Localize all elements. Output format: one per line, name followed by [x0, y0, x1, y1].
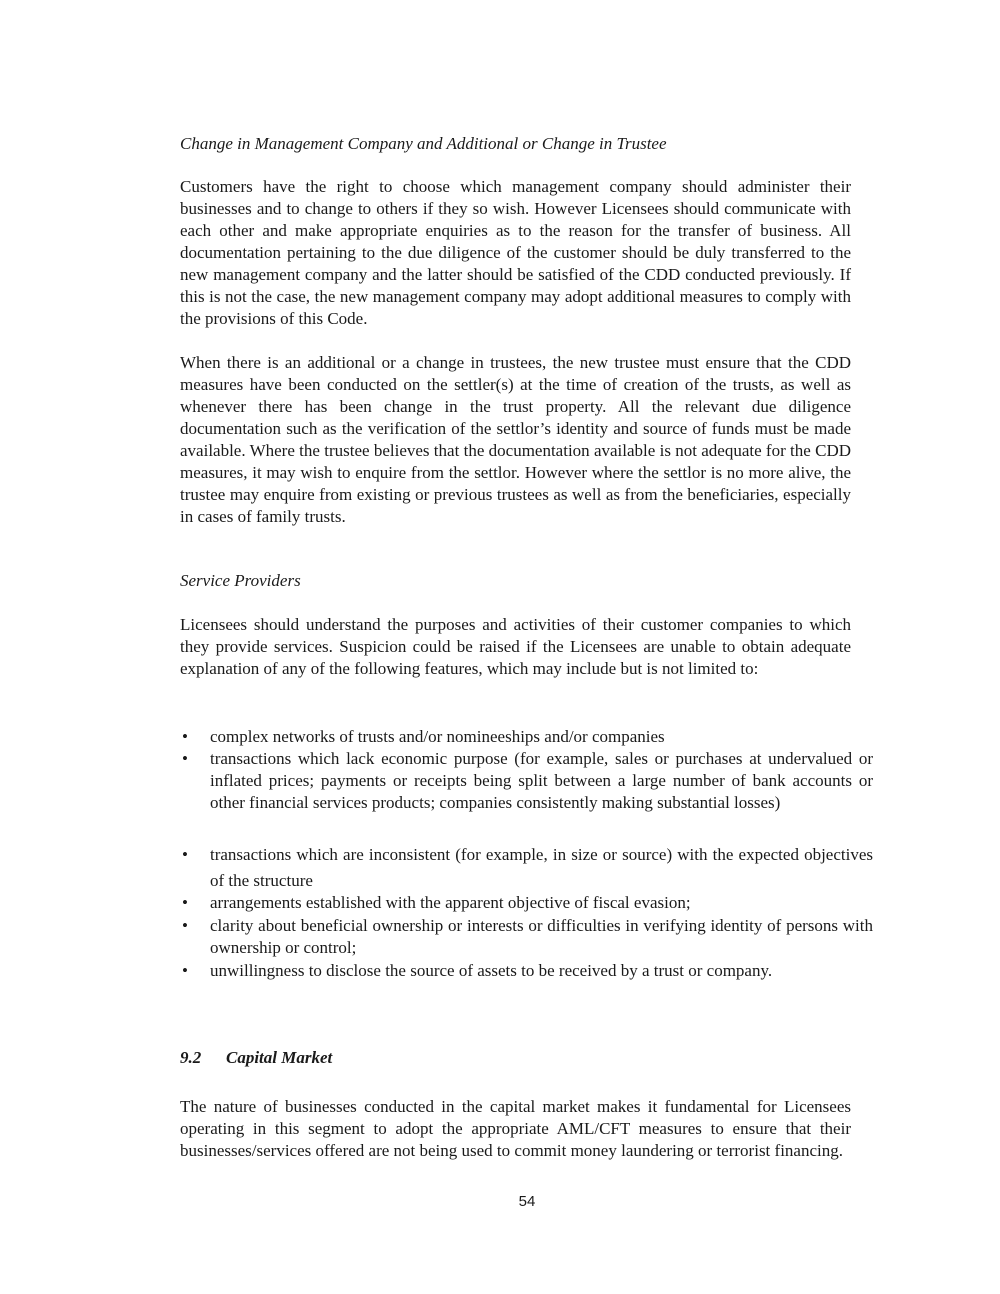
- list-item-text: complex networks of trusts and/or nomineeships and/or companies: [210, 727, 665, 746]
- service-paragraph: [180, 614, 851, 680]
- bullet-icon: •: [182, 749, 188, 768]
- list-item: [180, 748, 873, 814]
- capital-paragraph: [180, 1096, 851, 1162]
- list-item: [180, 915, 873, 959]
- service-paragraph-text: Licensees should understand the purposes and activities of their customer companies to which they provide services. Suspicion could be raised if the Licensees are unable to obtain adequate explanation of any of the following features, which may include but is not limited to:: [180, 615, 851, 678]
- list-item-text: arrangements established with the apparent objective of fiscal evasion;: [210, 893, 691, 912]
- list-item-text: transactions which lack economic purpose (for example, sales or purchases at undervalued or inflated prices; payments or receipts being split between a large number of bank accounts or other financial services products; companies consistently making substantial losses): [210, 749, 873, 812]
- list-item: [180, 842, 873, 894]
- change-paragraph-2-text: When there is an additional or a change in trustees, the new trustee must ensure that the CDD measures have been conducted on the settler(s) at the time of creation of the trusts, as well as whenever there has been change in the trust property. All the relevant due diligence documentation such as the verification of the settlor’s identity and source of funds must be made available. Where the trustee believes that the documentation available is not adequate for the CDD measures, it may wish to enquire from the settlor. However where the settlor is no more alive, the trustee may enquire from existing or previous trustees as well as from the beneficiaries, especially in cases of family trusts.: [180, 353, 851, 526]
- change-paragraph-1-text: Customers have the right to choose which management company should administer their businesses and to change to others if they so wish. However Licensees should communicate with each other and make appropriate enquiries as to the reason for the transfer of business. All documentation pertaining to the due diligence of the customer should be duly transferred to the new management company and the latter should be satisfied of the CDD conducted previously. If this is not the case, the new management company may adopt additional measures to comply with the provisions of this Code.: [180, 177, 851, 328]
- list-item: [180, 726, 873, 748]
- section-title: Capital Market: [226, 1048, 333, 1067]
- section-number: 9.2: [180, 1048, 202, 1067]
- bullet-icon: •: [182, 893, 188, 912]
- list-item-text: transactions which are inconsistent (for example, in size or source) with the expected objectives of the structure: [210, 845, 873, 890]
- bullet-icon: •: [182, 727, 188, 746]
- list-item-text: clarity about beneficial ownership or interests or difficulties in verifying identity of persons with ownership or control;: [210, 916, 873, 957]
- list-item: [180, 960, 873, 982]
- list-item: [180, 892, 873, 914]
- change-paragraph-2: [180, 352, 851, 528]
- bullet-icon: •: [182, 916, 188, 935]
- service-heading: Service Providers: [180, 571, 301, 590]
- list-item-text: unwillingness to disclose the source of assets to be received by a trust or company.: [210, 961, 773, 980]
- bullet-icon: •: [182, 961, 188, 980]
- capital-paragraph-text: The nature of businesses conducted in the capital market makes it fundamental for Licensees operating in this segment to adopt the appropriate AML/CFT measures to ensure that their businesses/services offered are not being used to commit money laundering or terrorist financing.: [180, 1097, 851, 1160]
- change-paragraph-1: [180, 176, 851, 330]
- bullet-icon: •: [182, 845, 188, 864]
- page-number: 54: [518, 1193, 536, 1210]
- change-heading: Change in Management Company and Additional or Change in Trustee: [180, 134, 667, 153]
- capital-market-heading: [180, 1047, 332, 1069]
